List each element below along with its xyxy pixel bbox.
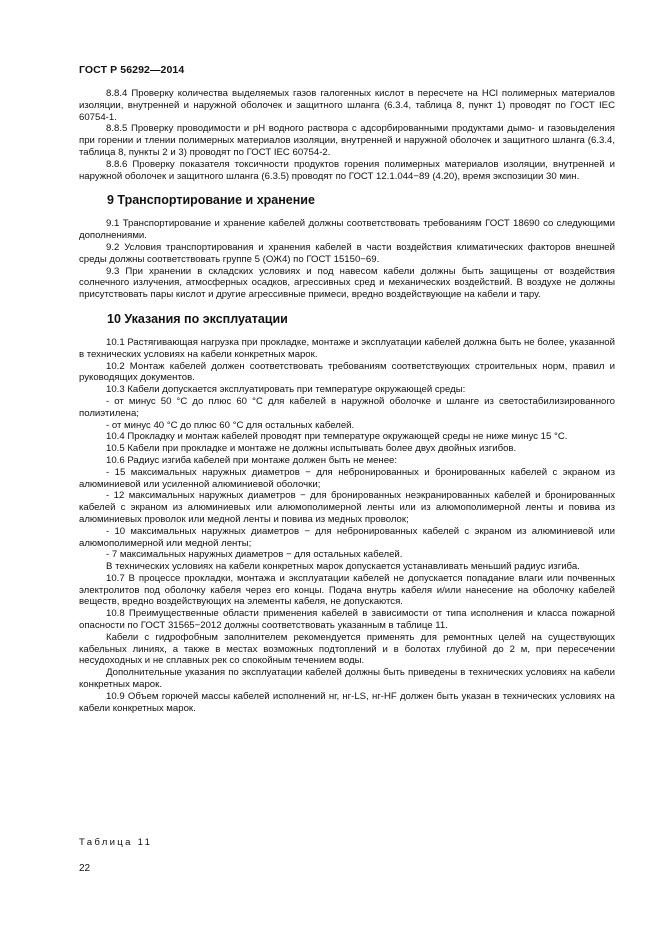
list-item: - 15 максимальных наружных диаметров − для небронированных и бронированных кабелей с экраном из алюминиевой или усиленной алюминиевой оболочки; (79, 466, 615, 490)
table-caption: Таблица 11 (79, 837, 153, 848)
section-10-title: 10 Указания по эксплуатации (107, 311, 288, 326)
paragraph-10-9: 10.9 Объем горючей массы кабелей исполнений нг, нг-LS, нг-HF должен быть указан в технических условиях на кабели конкретных марок. (79, 690, 615, 714)
paragraph-10-3: 10.3 Кабели допускается эксплуатировать при температуре окружающей среды: (106, 384, 466, 396)
paragraph-additional-note: Дополнительные указания по эксплуатации кабелей должны быть приведены в технических условиях на кабели конкретных марок. (79, 667, 615, 691)
paragraph-8-8-4: 8.8.4 Проверку количества выделяемых газов галогенных кислот в пересчете на HCl полимерных материалов изоляции, внутренней и наружной оболочек и защитного шланга (6.3.4, таблица 8, пункт 1) проводят по ГОСТ IEC 60754-1. (79, 88, 615, 123)
paragraph-8-8-5: 8.8.5 Проверку проводимости и pH водного раствора с адсорбированными продуктами дымо- и газовыделения при горении и тлении полимерных материалов изоляции, внутренней и наружной оболочек и защитного шланга (6.3.4, таблица 8, пункты 2 и 3) проводят по ГОСТ IEC 60754-2. (79, 123, 615, 158)
list-item: - 12 максимальных наружных диаметров − для бронированных неэкранированных кабелей и бронированных кабелей с экраном из алюминиевых или алюмополимерной ленты или из алюмополимерной ленты и повива из алюминиевых проволок или медной ленты и повива из медных проволок; (79, 490, 615, 525)
document-body (79, 88, 615, 714)
list-item: - от минус 50 °С до плюс 60 °С для кабелей в наружной оболочке и шланге из светостабилизированного полиэтилена; (79, 395, 615, 419)
paragraph-9-2: 9.2 Условия транспортирования и хранения кабелей в части воздействия климатических факторов внешней среды должны соответствовать группе 5 (ОЖ4) по ГОСТ 15150−69. (79, 241, 615, 265)
paragraph-8-8-6: 8.8.6 Проверку показателя токсичности продуктов горения полимерных материалов изоляции, внутренней и наружной оболочек и защитного шланга (6.3.5) проводят по ГОСТ 12.1.044−89 (4.20), время экспозиции 30 мин. (79, 158, 615, 182)
list-item: - 7 максимальных наружных диаметров − для остальных кабелей. (106, 549, 403, 561)
paragraph-10-5: 10.5 Кабели при прокладке и монтаже не должны испытывать более двух двойных изгибов. (106, 443, 517, 455)
paragraph-10-1: 10.1 Растягивающая нагрузка при прокладке, монтаже и эксплуатации кабелей должна быть не более, указанной в технических условиях на кабели конкретных марок. (79, 336, 615, 360)
paragraph-bend-radius-note: В технических условиях на кабели конкретных марок допускается устанавливать меньший радиус изгиба. (106, 561, 580, 573)
paragraph-10-2: 10.2 Монтаж кабелей должен соответствовать требованиям соответствующих строительных норм, правил и руководящих документов. (79, 360, 615, 384)
section-9-title: 9 Транспортирование и хранение (107, 193, 315, 208)
paragraph-9-1: 9.1 Транспортирование и хранение кабелей должны соответствовать требованиям ГОСТ 18690 со следующими дополнениями. (79, 218, 615, 242)
paragraph-10-7: 10.7 В процессе прокладки, монтажа и эксплуатации кабелей не допускается попадание влаги или почвенных электролитов под оболочку кабеля через его концы. Подача внутрь кабеля и/или нанесение на оболочку кабелей веществ, вредно воздействующих на элементы кабеля, не допускаются. (79, 572, 615, 608)
list-item: - 10 максимальных наружных диаметров − для небронированных кабелей с экраном из алюминиевой или алюмополимерной или медной ленты; (79, 525, 615, 549)
page-number: 22 (79, 863, 91, 874)
paragraph-10-8: 10.8 Преимущественные области применения кабелей в зависимости от типа исполнения и класса пожарной опасности по ГОСТ 31565−2012 должны соответствовать указанным в таблице 11. (79, 608, 615, 632)
paragraph-10-4: 10.4 Прокладку и монтаж кабелей проводят при температуре окружающей среды не ниже минус 15 °С. (106, 431, 568, 443)
paragraph-10-6: 10.6 Радиус изгиба кабелей при монтаже должен быть не менее: (106, 454, 398, 466)
paragraph-hydrophobic-note: Кабели с гидрофобным заполнителем рекомендуется применять для ремонтных целей на существующих кабельных линиях, а также в местах возможных подтоплений и в болотах глубиной до 2 м, при пересечении несудоходных и не сплавных рек со спокойным течением воды. (79, 631, 615, 667)
document-header: ГОСТ Р 56292—2014 (79, 64, 185, 76)
paragraph-9-3: 9.3 При хранении в складских условиях и под навесом кабели должны быть защищены от воздействия солнечного излучения, атмосферных осадков, агрессивных сред и механических воздействий. В воздухе не должны присутствовать пары кислот и другие агрессивные примеси, вредно воздействующие на кабели и тару. (79, 265, 615, 301)
list-item: - от минус 40 °С до плюс 60 °С для остальных кабелей. (106, 419, 355, 431)
